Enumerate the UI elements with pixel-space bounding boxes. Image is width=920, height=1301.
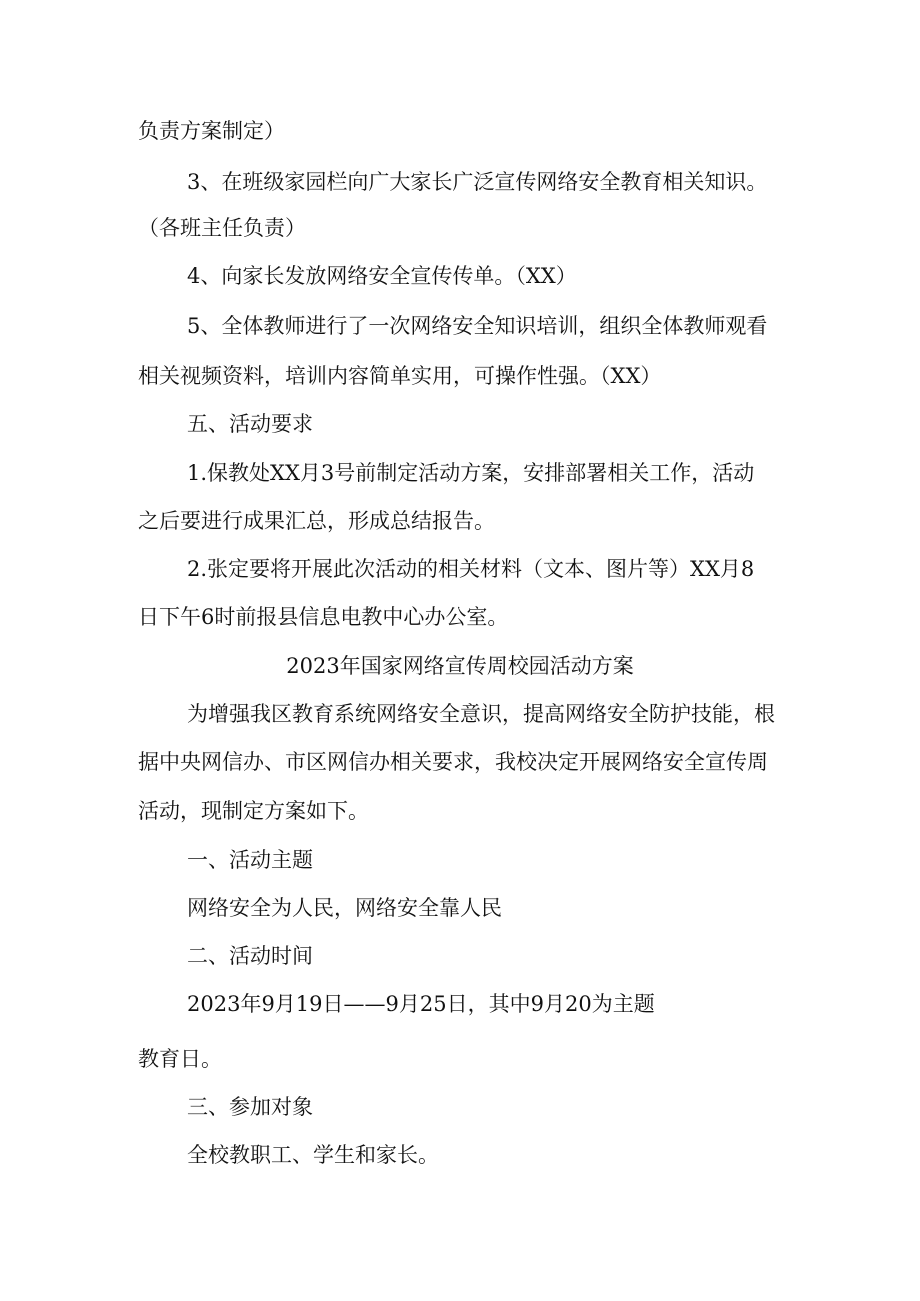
section-heading: 五、活动要求 (187, 412, 313, 436)
text-line: 相关视频资料，培训内容简单实用，可操作性强。（XX） (138, 364, 662, 388)
section-heading: 一、活动主题 (187, 848, 313, 872)
text-line: 据中央网信办、市区网信办相关要求，我校决定开展网络安全宣传周 (138, 750, 768, 774)
text-line: 之后要进行成果汇总，形成总结报告。 (138, 509, 495, 533)
text-line: 全校教职工、学生和家长。 (187, 1143, 439, 1167)
text-line: 活动，现制定方案如下。 (138, 799, 369, 823)
text-line: 1.保教处XX月3号前制定活动方案，安排部署相关工作，活动 (187, 461, 755, 485)
document-title: 2023年国家网络宣传周校园活动方案 (286, 654, 634, 678)
section-heading: 三、参加对象 (187, 1095, 313, 1119)
text-line: 5、全体教师进行了一次网络安全知识培训，组织全体教师观看 (187, 314, 768, 338)
text-line: 4、向家长发放网络安全宣传传单。（XX） (187, 264, 577, 288)
text-line: 日下午6时前报县信息电教中心办公室。 (138, 605, 509, 629)
text-line: 2023年9月19日——9月25日，其中9月20为主题 (187, 992, 655, 1016)
text-line: 为增强我区教育系统网络安全意识，提高网络安全防护技能，根 (187, 702, 775, 726)
text-line: 教育日。 (138, 1047, 222, 1071)
text-line: 3、在班级家园栏向广大家长广泛宣传网络安全教育相关知识。 (187, 170, 768, 194)
text-line: 2.张定要将开展此次活动的相关材料（文本、图片等）XX月8 (187, 557, 755, 581)
text-line: 网络安全为人民，网络安全靠人民 (187, 896, 502, 920)
section-heading: 二、活动时间 (187, 944, 313, 968)
text-line: （各班主任负责） (138, 216, 306, 240)
text-line: 负责方案制定） (138, 119, 285, 143)
